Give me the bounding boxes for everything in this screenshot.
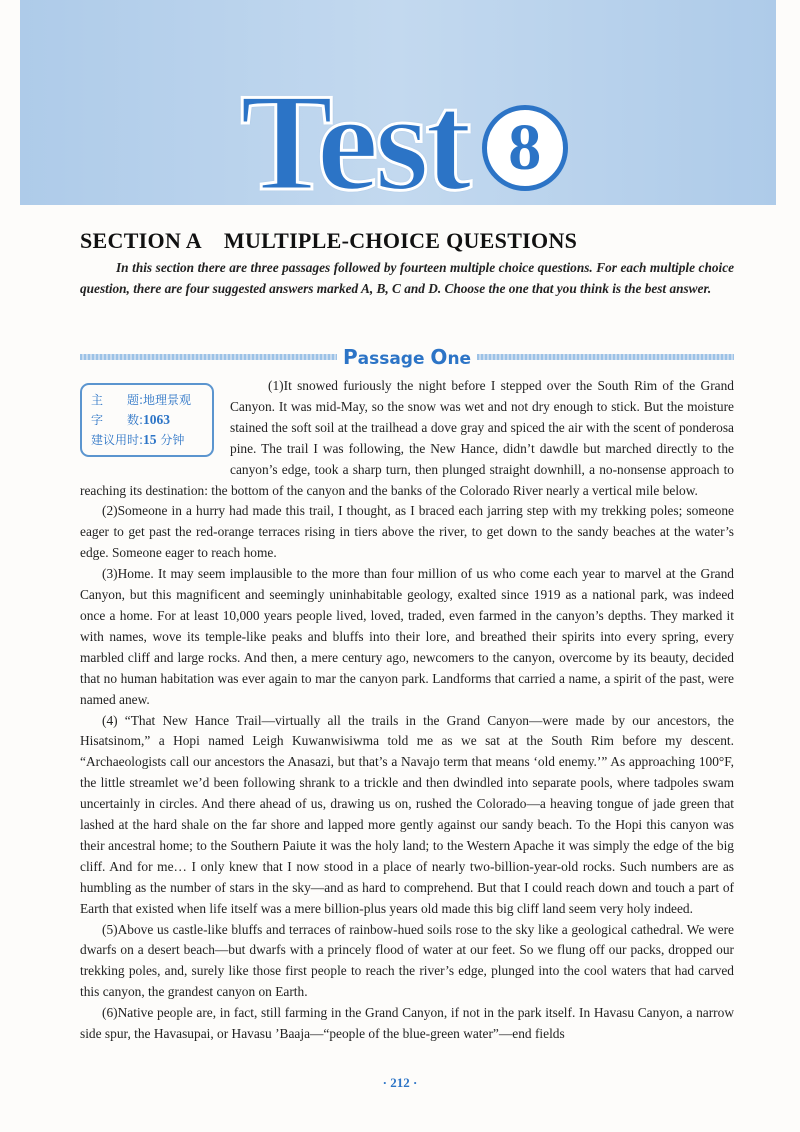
paragraph-4: (4) “That New Hance Trail—virtually all the trails in the Grand Canyon—were made by our ancestors, the Hisatsinom,” a Hopi named Leigh Kuwanwisiwma told me as we sat at the South Rim before my descent. “Archaeologists call our ancestors the Anasazi, but that’s a Navajo term that means ‘old enemy.’” As approaching 100°F, the little streamlet we’d been following shrank to a trickle and then dwindled into separate pools, where tadpoles swam uncertainly in circles. And there ahead of us, drawing us on, rushed the Colorado—a heaving tongue of jade green that lashed at the hard shale on the far shore and lapped more gently against our sandy beach. To the Hopi this canyon was their ancestral home; to the Southern Paiute it was the holy land; to the Western Apache it was simply the edge of the big cliff. And for me… I only knew that I now stood in a place of nearly two-billion-year-old rocks. Such numbers are as humbling as the number of stars in the sky—and as hard to comprehend. But that I could reach down and touch a part of Earth that existed when life itself was a mere billion-plus years old made this big cliff land seem very holy indeed.: [80, 712, 734, 916]
info-time-value: 15: [143, 432, 157, 447]
paragraph-6: (6)Native people are, in fact, still farming in the Grand Canyon, if not in the park itself. In Havasu Canyon, a narrow side spur, the Havasupai, or Havasu ’Baaja—“people of the blue-green water”—end fields: [80, 1005, 734, 1042]
info-topic-label: 主 题:: [91, 393, 144, 407]
page-number: · 212 ·: [382, 1075, 418, 1090]
test-number-badge: 8: [482, 105, 568, 191]
passage-label-rest-2: ne: [447, 349, 472, 369]
info-words-value: 1063: [143, 412, 171, 427]
passage-label-cap-o: O: [430, 345, 448, 369]
passage-header: [80, 344, 734, 370]
paragraph-1: (1)It snowed furiously the night before I stepped over the South Rim of the Grand Canyon. It was mid-May, so the snow was wet and not dry enough to stick. But the moisture stained the soft soil at the trailhead a dove gray and spiced the air with the scent of ponderosa pine. The trail I was following, the New Hance, didn’t dawdle but marched directly to the canyon’s edge, took a sharp turn, then plunged straight downhill, a no-nonsense approach to reaching its destination: the bottom of the canyon and the banks of the Colorado River nearly a vertical mile below.: [80, 378, 734, 498]
passage-label-cap-p: P: [342, 345, 358, 369]
test-title: [240, 65, 568, 220]
passage-label: [337, 345, 477, 369]
section-instructions: In this section there are three passages followed by fourteen multiple choice questions. For each multiple choice question, there are four suggested answers marked A, B, C and D. Choose the one that you think is the best answer.: [80, 260, 734, 296]
info-time-label: 建议用时:: [91, 433, 144, 447]
info-words-label: 字 数:: [91, 413, 144, 427]
paragraph-5: (5)Above us castle-like bluffs and terraces of rainbow-hued soils rose to the sky like a geological cathedral. We were dwarfs on a desert beach—but dwarfs with a princely flood of water at our feet. So we flung off our packs, dropped our trekking poles, and, surely like those first people to reach the river’s edge, plunged into the cool waters that had carved this canyon, the grandest canyon on Earth.: [80, 921, 734, 1000]
info-topic-value: 地理景观: [143, 393, 192, 407]
passage-body: [80, 376, 734, 1045]
section-title: SECTION A MULTIPLE-CHOICE QUESTIONS: [80, 228, 578, 253]
info-time-unit: 分钟: [156, 433, 185, 447]
passage-divider-left: [80, 354, 337, 360]
passage-label-rest-1: assage: [357, 349, 431, 369]
passage-divider-right: [477, 354, 734, 360]
paragraph-2: (2)Someone in a hurry had made this trail, I thought, as I braced each jarring step with my trekking poles; someone eager to get past the red-orange terraces rising in tiers above the river, to get down to the sandy beaches at the water’s edge. Someone eager to reach home.: [80, 503, 734, 561]
title-word: Test: [240, 65, 468, 220]
info-box-spacer: [80, 376, 230, 480]
paragraph-3: (3)Home. It may seem implausible to the more than four million of us who come each year to marvel at the Grand Canyon, but this magnificent and seemingly uninhabitable geology, exalted since 1919 as a national park, was indeed once a home. For at least 10,000 years people lived, loved, traded, even farmed in the canyon’s depths. They marked it with names, wove its temple-like peaks and bluffs into their lore, and breathed their spirits into every spring, every marbled cliff and large rocks. And then, a mere century ago, newcomers to the canyon, overcome by its beauty, decided that no human habitation was ever again to mar the canyon park. Landforms that carried a name, a spirit of the past, were named anew.: [80, 566, 734, 707]
header-banner: [20, 0, 776, 220]
